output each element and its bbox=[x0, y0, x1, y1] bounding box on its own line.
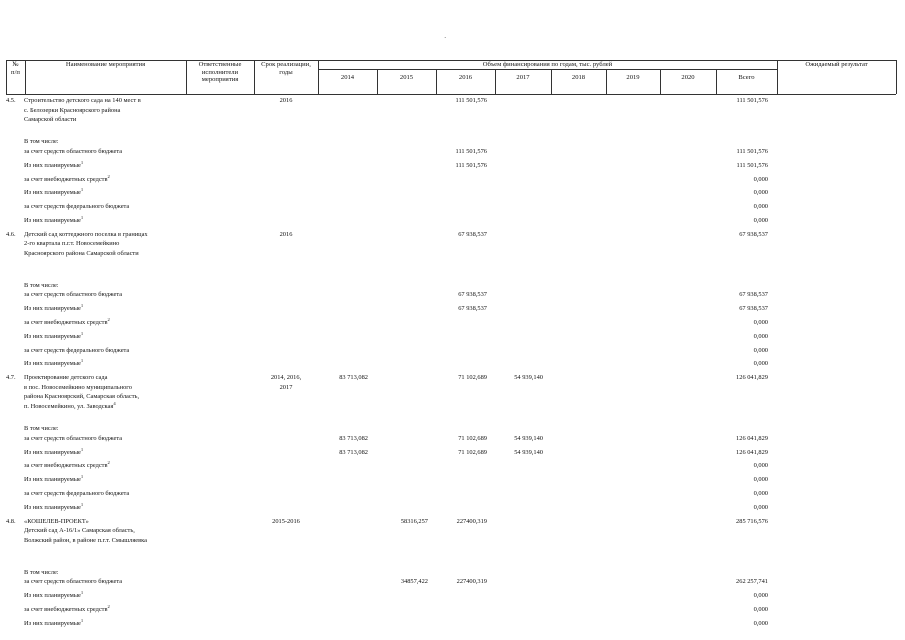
footnote-mark: 2 bbox=[107, 603, 110, 609]
footnote-mark: 1 bbox=[80, 589, 84, 595]
footnote-mark: 1 bbox=[80, 474, 84, 480]
row-description: за счет средств областного бюджета bbox=[24, 578, 123, 586]
row-description: Волжский район, в районе п.г.т. Смышляевка bbox=[24, 536, 147, 544]
footnote-mark: 1 bbox=[80, 501, 84, 507]
row-value: 67 938,537 bbox=[458, 305, 487, 313]
row-description: Из них планируемые$^1$ bbox=[24, 589, 84, 599]
row-value: 126 041,829 bbox=[736, 434, 768, 442]
row-description: в пос. Новосемейкино муниципального bbox=[24, 383, 132, 391]
footnote-mark: 1 bbox=[80, 358, 84, 364]
row-value: 0,000 bbox=[753, 217, 768, 224]
row-value: 0,000 bbox=[753, 462, 768, 470]
row-value: 0,000 bbox=[753, 360, 768, 368]
row-value: 285 716,576 bbox=[736, 517, 768, 525]
row-description: Из них планируемые$^1$ bbox=[24, 501, 84, 511]
footnote-mark: 2 bbox=[107, 316, 110, 322]
row-number: 4.5. bbox=[6, 97, 16, 104]
row-description: Из них планируемые$^1$ bbox=[24, 330, 84, 340]
header-total: Всего bbox=[738, 74, 755, 81]
row-value: 83 713,082 bbox=[339, 374, 368, 382]
row-description: п. Новосемейкино, ул. Заводская$^4$ bbox=[24, 400, 116, 410]
header-year-2015: 2015 bbox=[399, 74, 414, 81]
footnote-mark: 1 bbox=[80, 187, 84, 193]
row-number: 4.6. bbox=[6, 230, 16, 238]
footnote-mark: 4 bbox=[113, 400, 116, 406]
row-description: Детский сад коттеджного поселка в границах bbox=[24, 230, 148, 238]
row-value: 71 102,689 bbox=[458, 434, 487, 442]
row-value: 111 501,576 bbox=[455, 148, 487, 155]
row-value: 0,000 bbox=[753, 476, 768, 484]
footnote-mark: 1 bbox=[80, 159, 84, 165]
footnote-mark: 2 bbox=[107, 460, 110, 466]
row-value: 111 501,576 bbox=[736, 161, 768, 169]
row-value: 227400,319 bbox=[456, 517, 487, 525]
row-description: за счет средств областного бюджета bbox=[24, 291, 123, 299]
header-number: № п/п bbox=[11, 61, 20, 76]
row-description: Проектирование детского сада bbox=[24, 374, 108, 382]
row-description: 2-го квартала п.г.т. Новосемейкино bbox=[24, 240, 120, 248]
row-description: за счет средств федерального бюджета bbox=[24, 490, 130, 497]
row-period: 2017 bbox=[279, 383, 293, 391]
row-description: В том числе: bbox=[24, 425, 59, 433]
row-value: 67 938,537 bbox=[458, 291, 487, 299]
row-description: за счет внебюджетных средств$^2$ bbox=[24, 460, 110, 470]
row-period: 2015-2016 bbox=[272, 517, 300, 525]
row-number: 4.7. bbox=[6, 374, 16, 382]
row-value: 0,000 bbox=[753, 592, 768, 599]
row-value: 0,000 bbox=[753, 605, 768, 613]
row-description: Самарской области bbox=[24, 116, 77, 124]
row-value: 0,000 bbox=[753, 346, 768, 354]
row-description: «КОШЕЛЕВ-ПРОЕКТ» bbox=[24, 517, 89, 525]
row-description: за счет средств областного бюджета bbox=[24, 148, 123, 155]
row-period: 2016 bbox=[279, 97, 293, 104]
row-value: 67 938,537 bbox=[458, 230, 487, 238]
row-value: 0,000 bbox=[753, 203, 768, 211]
row-description: Из них планируемые$^1$ bbox=[24, 474, 84, 484]
row-value: 71 102,689 bbox=[458, 374, 487, 382]
row-value: 54 939,140 bbox=[514, 448, 543, 456]
row-value: 67 938,537 bbox=[739, 305, 768, 313]
row-value: 54 939,140 bbox=[514, 374, 543, 382]
row-description: В том числе: bbox=[24, 568, 59, 576]
row-description: района Красноярский, Самарская область, bbox=[24, 393, 140, 401]
row-value: 83 713,082 bbox=[339, 434, 368, 442]
row-value: 227400,319 bbox=[456, 578, 487, 586]
row-value: 0,000 bbox=[753, 319, 768, 326]
footnote-mark: 1 bbox=[80, 303, 84, 309]
row-period: 2014, 2016, bbox=[270, 374, 302, 382]
page-mark: · bbox=[444, 34, 447, 42]
row-period: 2016 bbox=[279, 230, 293, 238]
row-value: 0,000 bbox=[753, 503, 768, 511]
header-name: Наименование мероприятия bbox=[65, 61, 146, 68]
row-value: 126 041,829 bbox=[736, 374, 768, 382]
footnote-mark: 2 bbox=[107, 173, 110, 179]
row-description: Из них планируемые$^1$ bbox=[24, 446, 84, 456]
header-funding: Объем финансирования по годам, тыс. рублей bbox=[482, 61, 613, 68]
row-description: Из них планируемые$^1$ bbox=[24, 358, 84, 368]
row-description: В том числе: bbox=[24, 281, 59, 289]
footnote-mark: 1 bbox=[80, 446, 84, 452]
row-description: за счет внебюджетных средств$^2$ bbox=[24, 603, 110, 613]
row-description: за счет средств областного бюджета bbox=[24, 434, 123, 442]
header-year-2019: 2019 bbox=[626, 74, 640, 81]
footnote-mark: 1 bbox=[80, 214, 84, 220]
footnote-mark: 1 bbox=[80, 330, 84, 336]
row-description: с. Белозерки Красноярского района bbox=[24, 106, 121, 114]
row-value: 67 938,537 bbox=[739, 230, 768, 238]
header-period: Срок реализации, годы bbox=[261, 61, 311, 76]
row-description: Из них планируемые$^1$ bbox=[24, 214, 84, 224]
row-value: 0,000 bbox=[753, 189, 768, 197]
footnote-mark: 1 bbox=[80, 617, 84, 623]
row-value: 111 501,576 bbox=[736, 97, 768, 104]
row-description: Строительство детского сада на 140 мест в bbox=[24, 97, 141, 104]
row-value: 83 713,082 bbox=[339, 448, 368, 456]
row-number: 4.8. bbox=[6, 517, 16, 525]
row-value: 34857,422 bbox=[400, 578, 428, 586]
row-description: Из них планируемые$^1$ bbox=[24, 303, 84, 313]
row-description: за счет средств федерального бюджета bbox=[24, 203, 130, 211]
row-value: 0,000 bbox=[753, 175, 768, 183]
header-year-2020: 2020 bbox=[681, 74, 695, 81]
header-year-2017: 2017 bbox=[516, 74, 530, 81]
row-value: 67 938,537 bbox=[739, 291, 768, 299]
row-description: Детский сад А-16/1» Самарская область, bbox=[24, 527, 135, 535]
row-description: за счет внебюджетных средств$^2$ bbox=[24, 316, 110, 326]
row-description: Из них планируемые$^1$ bbox=[24, 617, 84, 627]
row-description: Из них планируемые$^1$ bbox=[24, 159, 84, 169]
header-result: Ожидаемый результат bbox=[805, 61, 868, 68]
header-year-2016: 2016 bbox=[458, 74, 473, 81]
row-description: за счет внебюджетных средств$^2$ bbox=[24, 173, 110, 183]
row-value: 126 041,829 bbox=[736, 448, 768, 456]
row-value: 0,000 bbox=[753, 332, 768, 340]
row-value: 54 939,140 bbox=[514, 434, 543, 442]
row-description: Из них планируемые$^1$ bbox=[24, 187, 84, 197]
row-description: за счет средств федерального бюджета bbox=[24, 346, 130, 354]
row-value: 111 501,576 bbox=[455, 161, 487, 169]
row-value: 71 102,689 bbox=[458, 448, 487, 456]
row-value: 111 501,576 bbox=[736, 148, 768, 155]
row-value: 262 257,741 bbox=[736, 578, 768, 586]
row-value: 0,000 bbox=[753, 619, 768, 627]
row-value: 58316,257 bbox=[400, 517, 428, 525]
row-value: 111 501,576 bbox=[455, 97, 487, 104]
header-year-2018: 2018 bbox=[571, 74, 586, 81]
row-description: Красноярского района Самарской области bbox=[24, 250, 139, 257]
row-description: В том числе: bbox=[24, 138, 59, 146]
header-responsible: Ответственные исполнители мероприятия bbox=[198, 61, 242, 84]
header-year-2014: 2014 bbox=[340, 74, 355, 81]
row-value: 0,000 bbox=[753, 490, 768, 497]
